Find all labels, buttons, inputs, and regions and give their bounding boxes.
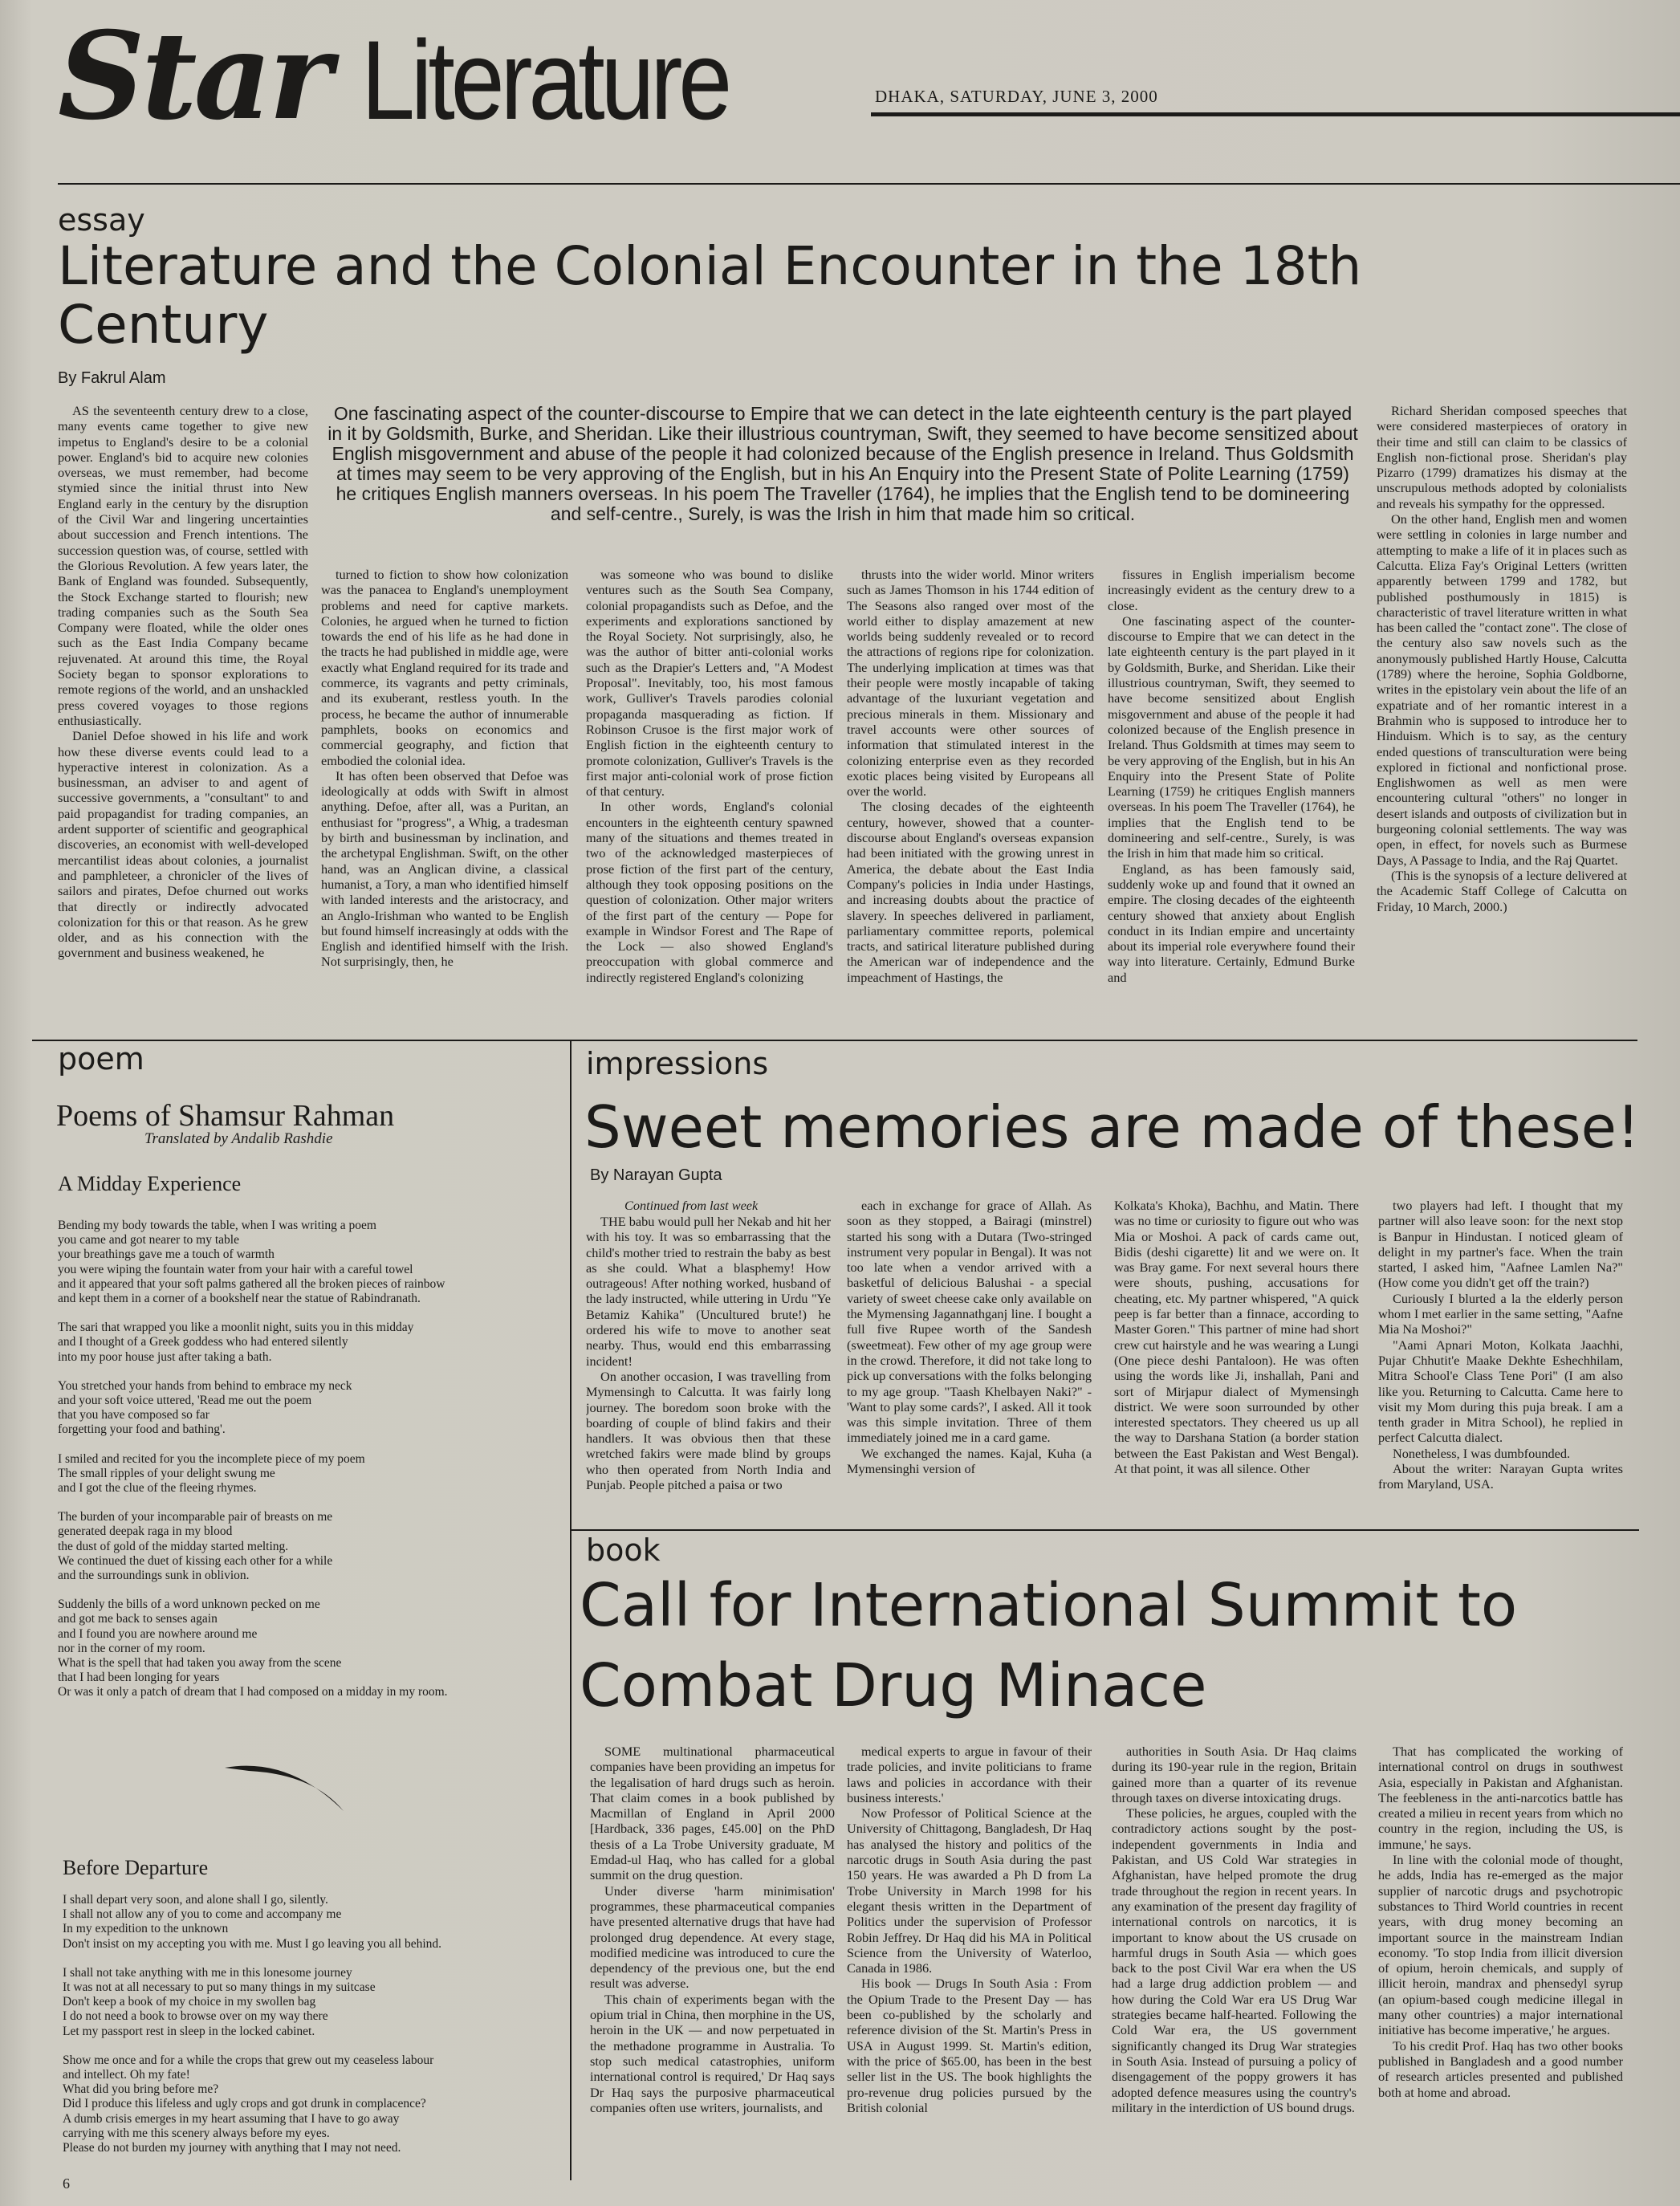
masthead-rule xyxy=(871,112,1680,116)
essay-byline: By Fakrul Alam xyxy=(58,369,166,387)
stanza: You stretched your hands from behind to embrace my neck and your soft voice uttered, 'Read me out the poem that you have composed so far forgetting your food and bathing'. xyxy=(58,1378,352,1437)
essay-column-3 xyxy=(586,567,833,1028)
paragraph: His book — Drugs In South Asia : From the Opium Trade to the Present Day — has been co-published by the scholarly and reference division of the St. Martin's Press in USA in August 1999. St. Martin's edition, with the price of $65.00, has been in the best seller list in the US. The book highlights the pro-revenue drug policies pursued by the British colonial xyxy=(847,1976,1092,2115)
essay-pullquote: One fascinating aspect of the counter-discourse to Empire that we can detect in the late eighteenth century is the part played in it by Goldsmith, Burke, and Sheridan. Like their illustrious countryman, Swift, they seemed to have become sensitized about English misgovernment and abuse of the people it had colonized because of the English presence in Ireland. Thus Goldsmith at times may seem to be very approving of the English, but in his An Enquiry into the Present State of Polite Learning (1759) he critiques English manners overseas. In his poem The Traveller (1764), he implies that the English tend to be domineering and self-centre., Surely, is was the Irish in him that made him so critical. xyxy=(327,403,1358,524)
impressions-divider xyxy=(572,1529,1639,1531)
paragraph: two players had left. I thought that my partner will also leave soon: for the next stop is Banpur in Hindustan. I noticed gleam of delight in my partner's face. When the train started, I asked him, "Aafnee Lamlen Na?" (How come you didn't get off the train?) xyxy=(1378,1198,1623,1291)
book-column-2 xyxy=(847,1744,1092,2177)
paragraph: It has often been observed that Defoe was ideologically at odds with Swift in almost anything. Defoe, after all, was a Puritan, an enthusiast for "progress", a Whig, a tradesman by birth and businessman by inclination, and the archetypal Englishman. Swift, on the other hand, was an Anglican divine, a classical humanist, a Tory, a man who identified himself with landed interests and the aristocracy, and an Anglo-Irishman who wanted to be English but found himself increasingly at odds with the English and identified himself with the Irish. Not surprisingly, then, he xyxy=(321,767,568,970)
book-column-1 xyxy=(590,1744,835,2177)
stanza: I shall depart very soon, and alone shall I go, silently. I shall not allow any of you to come and accompany me In my expedition to the unknown Don't insist on my accepting you with me. Must I go leaving you all behind. xyxy=(63,1893,442,1951)
paragraph: To his credit Prof. Haq has two other books published in Bangladesh and a good number of research articles presented and published both at home and abroad. xyxy=(1378,2037,1623,2100)
paragraph: Richard Sheridan composed speeches that were considered masterpieces of oratory in their time and still can claim to be classics of English non-fictional prose. Sheridan's play Pizarro (1799) dramatizes his dismay at the unscrupulous methods adopted by colonialists and reveals his sympathy for the oppressed. xyxy=(1377,403,1627,511)
essay-column-2 xyxy=(321,567,568,1028)
paragraph: Under diverse 'harm minimisation' programmes, these pharmaceutical companies have presented alternative drugs that have had prolonged drug dependence. At every stage, modified medicine was introduced to cure the dependency of the previous one, but the end result was adverse. xyxy=(590,1882,835,1992)
paragraph: In line with the colonial mode of thought, he adds, India has re-emerged as the major supplier of narcotic drugs and psychotropic substances to Third World countries in recent years, with drug money becoming an important source in the mainstream Indian economy. 'To stop India from illicit diversion of opium, heroin chemicals, and supply of illicit heroin, mandrax and phensedyl syrup (an opium-based cough medicine illegal in many other countries) a major international initiative has become imperative,' he argues. xyxy=(1378,1852,1623,2038)
paragraph: each in exchange for grace of Allah. As soon as they stopped, a Bairagi (minstrel) started his song with a Dutara (Two-stringed instrument very popular in Bengal). It was not too late when a vendor arrived with a basketful of delicious Balushai - a special variety of sweet cheese cake only available on the Mymensing Jagannathganj line. I bought a full five Rupee worth of the Sandesh (sweetmeat). Few other of my age group were in the crowd. Therefore, it did not take long to pick up conversations with the folks belonging to my age group. "Taash Khelbayen Naki?" - 'Want to play some cards?', I asked. All it took was this simple invitation. Three of them immediately joined me in a card game. xyxy=(847,1198,1092,1446)
impressions-column-3: Kolkata's Khoka), Bachhu, and Matin. There was no time or curiosity to figure out who was Mia or Moshoi. A pack of cards came out, Bidis (deshi cigarette) lit and we were on. It was Bray game. For next several hours there were shouts, pushing, accusations for cheating, etc. My partner whispered, "A quick peep is far better than a finnace, according to Master Goren." This partner of mine had short crew cut hairstyle and he was wearing a Lungi (One piece deshi Pantaloon). He was often using the words like Ji, inshallah, Pani and sort of Mirjapur dialect of Mymensingh district. We were soon surrounded by other interested spectators. They cheered us up all the way to Darshana Station (a border station between the East Pakistan and West Bengal). At that point, it was all silence. Other xyxy=(1114,1198,1359,1477)
paragraph: turned to fiction to show how colonization was the panacea to England's unemployment problems and need for captive markets. Colonies, he argued when he turned to fiction towards the end of his life as he had done in the tracts he had published in middle age, were exactly what England required for its trade and commerce, its vagrants and petty criminals, and its exuberant, restless youth. In the process, he became the author of innumerable pamphlets, books on economics and commercial geography, and fiction that embodied the colonial idea. xyxy=(321,567,568,768)
book-headline-line1: Call for International Summit to xyxy=(580,1571,1518,1640)
book-column-4 xyxy=(1378,1744,1623,2177)
essay-headline: Literature and the Colonial Encounter in the 18th Century xyxy=(58,235,1362,356)
paragraph: About the writer: Narayan Gupta writes from Maryland, USA. xyxy=(1378,1461,1623,1492)
bird-ornament xyxy=(225,1748,345,1813)
impressions-column-1 xyxy=(586,1214,831,1519)
paragraph: That has complicated the working of international control on drugs in southwest Asia, especially in Pakistan and Afghanistan. The feebleness in the anti-narcotics battle has created a milieu in recent years from which no country in the region, including the US, is immune,' he says. xyxy=(1378,1744,1623,1852)
impressions-column-4 xyxy=(1378,1198,1623,1519)
essay-section-label: essay xyxy=(58,202,145,238)
before-departure-title: Before Departure xyxy=(63,1856,209,1879)
paragraph: (This is the synopsis of a lecture delivered at the Academic Staff College of Calcutta on Friday, 10 March, 2000.) xyxy=(1377,867,1627,914)
paragraph: On another occasion, I was travelling from Mymensingh to Calcutta. It was fairly long journey. The boredom soon broke with the boarding of couple of blind fakirs and their handlers. It was obvious then that these wretched fakirs were made blind by groups who then operated from North India and Punjab. People pitched a paisa or two xyxy=(586,1368,831,1493)
header-divider xyxy=(58,183,1680,185)
paragraph: We exchanged the names. Kajal, Kuha (a Mymensinghi version of xyxy=(847,1445,1092,1477)
impressions-column-2 xyxy=(847,1198,1092,1519)
continued-note: Continued from last week xyxy=(624,1198,759,1213)
paragraph: was someone who was bound to dislike ventures such as the South Sea Company, colonial propagandists such as Defoe, and the experiments and explorations sanctioned by the Royal Society. Not surprisingly, also, he was the author of bitter anti-colonial works such as the Drapier's Letters and, "A Modest Proposal". Inevitably, too, his most famous work, Gulliver's Travels parodies colonial propaganda masquerading as fiction. If Robinson Crusoe is the first major work of English fiction in the eighteenth century to promote colonization, Gulliver's Travels is the first major anti-colonial work of prose fiction of that century. xyxy=(586,567,833,800)
book-section-label: book xyxy=(586,1532,661,1568)
stanza: I smiled and recited for you the incomplete piece of my poem The small ripples of your delight swung me and I got the clue of the fleeing rhymes. xyxy=(58,1451,365,1496)
paragraph: The closing decades of the eighteenth century, however, showed that a counter-discourse about England's overseas expansion had been initiated with the growing unrest in America, the debate about the East India Company's policies in India under Hastings, and increasing doubts about the practice of slavery. In speeches delivered in parliament, parliamentary committee reports, polemical tracts, and satirical literature published during the American war of independence and the impeachment of Hastings, the xyxy=(847,799,1094,985)
stanza: Bending my body towards the table, when I was writing a poem you came and got nearer to my table your breathings gave me a touch of warmth you were wiping the fountain water from your hair with a careful towel and it appeared that your soft palms gathered all the broken pieces of rainbow and kept them in a corner of a bookshelf near the statue of Rabindranath. xyxy=(58,1219,445,1306)
impressions-section-label: impressions xyxy=(586,1046,769,1081)
paragraph: Now Professor of Political Science at the University of Chittagong, Bangladesh, Dr Haq has analysed the history and politics of the narcotic drugs in South Asia during the past 150 years. He was awarded a Ph D from La Trobe University in March 1998 for his elegant thesis written in the Department of Politics under the supervision of Professor Robin Jeffrey. Dr Haq did his MA in Political Science from the University of Waterloo, Canada in 1986. xyxy=(847,1805,1092,1976)
poem-translator: Translated by Andalib Rashdie xyxy=(144,1130,333,1147)
paragraph: thrusts into the wider world. Minor writers such as James Thomson in his 1744 edition of The Seasons also ranged over most of the world either to display amazement at new worlds being suddenly revealed or to record the attractions of regions ripe for colonization. The underlying implication at times was that their people were mostly incapable of taking advantage of the luxuriant vegetation and precious minerals in them. Missionary and travel accounts were other sources of information that stimulated interest in the colonizing enterprise even as they recorded exotic places being visited by Europeans all over the world. xyxy=(847,567,1094,800)
paragraph: These policies, he argues, coupled with the contradictory actions sought by the post-independent governments in India and Pakistan, and US Cold War strategies in Afghanistan, have helped promote the drug trade throughout the region in recent years. In any examination of the present day fragility of international controls on narcotics, it is important to know about the US crusade on harmful drugs in South Asia — which goes back to the post Civil War era when the US had a large drug addiction problem — and how during the Cold War era US Drug War strategies became half-hearted. Following the Cold War era, the US government significantly changed its Drug War strategies in South Asia. Instead of pursuing a policy of disengagement of the poppy growers it has adopted defence measures using the country's military in the interdiction of US bound drugs. xyxy=(1112,1805,1357,2115)
book-column-3 xyxy=(1112,1744,1357,2177)
paragraph: fissures in English imperialism become increasingly evident as the century drew to a close. xyxy=(1108,567,1355,613)
poem-column-rule xyxy=(570,1040,572,2180)
paragraph: Curiously I blurted a la the elderly person whom I met earlier in the same setting, "Aafne Mia Na Moshoi?" xyxy=(1378,1290,1623,1337)
essay-column-4 xyxy=(847,567,1094,1028)
page-number: 6 xyxy=(63,2175,70,2192)
paragraph: "Aami Apnari Moton, Kolkata Jaachhi, Pujar Chhutit'e Maake Dekhte Eshechhilam, Mitra School'e Class Tene Pori" (I am also like you. Returning to Calcutta. Came here to visit my Mom during this puja break. I am a tenth grader in Mitra School), he replied in perfect Calcutta dialect. xyxy=(1378,1337,1623,1446)
midday-experience-poem xyxy=(58,1219,563,1715)
midday-experience-title: A Midday Experience xyxy=(58,1172,242,1195)
paragraph: Daniel Defoe showed in his life and work how these diverse events could lead to a hyperactive interest in colonization. As a businessman, an adviser to and agent of successive governments, a "consultant" to and paid propagandist for trading companies, an ardent supporter of scientific and geographical discoveries, an economist with well-developed mercantilist ideas about colonies, a journalist and pamphleteer, a chronicler of the lives of sailors and pirates, Defoe churned out works that directly or indirectly advocated colonization for this or that reason. As he grew older, and as his connection with the government and business weakened, he xyxy=(58,728,308,961)
paragraph: England, as has been famously said, suddenly woke up and found that it owned an empire. The closing decades of the eighteenth century showed that anxiety about English conduct in its Indian empire and uncertainty about its imperial role everywhere found their way into literature. Certainly, Edmund Burke and xyxy=(1108,861,1355,985)
paragraph: On the other hand, English men and women were settling in colonies in large number and attempting to make a life of it in places such as Calcutta. Eliza Fay's Original Letters (written apparently between 1799 and 1782, but published posthumously in 1815) is characteristic of travel literature written in what has been called the "contact zone". The close of the century also saw novels such as the anonymously published Hartly House, Calcutta (1789) where the heroine, Sophia Goldborne, writes in the epistolary vein about the life of an expatriate and of her romantic interest in a Brahmin who is supposed to introduce her to Hinduism. Which is to say, as the century ended questions of transculturation were being explored in fictional and nonfictional prose. Englishwomen as well as men were encountering cultural "others" no longer in desert islands and outposts of civilization but in burgeoning colonial settlements. The way was open, in effect, for novels such as Burmese Days, A Passage to India, and the Raj Quartet. xyxy=(1377,511,1627,868)
paragraph: This chain of experiments began with the opium trial in China, then morphine in the US, heroin in the UK — and now perpetuated in the methadone programme in Australia. To stop such medical catastrophies, uniform international control is required,' Dr Haq says Dr Haq says the purposive pharmaceutical companies often use writers, journalists, and xyxy=(590,1991,835,2115)
stanza: The sari that wrapped you like a moonlit night, suits you in this midday and I thought of a Greek goddess who had entered silently into my poor house just after taking a bath. xyxy=(58,1321,414,1364)
paragraph: AS the seventeenth century drew to a close, many events came together to give new impetus to England's desire to be a colonial power. England's bid to acquire new colonies overseas, we must remember, had become stymied since the initial thrust into New England early in the century by the disruption of the Civil War and lingering uncertainties about succession and French intentions. The succession question was, of course, settled with the Glorious Revolution. A few years later, the Bank of England was founded. Subsequently, the Stock Exchange started to flourish; new trading companies such as the South Sea Company were floated, while the older ones such as the East India Company became rejuvenated. At around this time, the Royal Society began to sponsor explorations to remote regions of the world, and an unshackled press covered voyages to those regions enthusiastically. xyxy=(58,403,308,728)
paragraph: medical experts to argue in favour of their trade policies, and invite politicians to frame laws and policies in accordance with their business interests.' xyxy=(847,1744,1092,1805)
essay-column-1 xyxy=(58,403,308,1028)
paragraph: In other words, England's colonial encounters in the eighteenth century spawned many of the situations and themes treated in two of the acknowledged masterpieces of prose fiction of the first part of the century, although they took opposing positions on the question of colonization. Other major writers of the first part of the century — Pope for example in Windsor Forest and The Rape of the Lock — also showed England's preoccupation with global commerce and indirectly registered England's colonizing xyxy=(586,799,833,985)
essay-column-5 xyxy=(1108,567,1355,1028)
dateline: DHAKA, SATURDAY, JUNE 3, 2000 xyxy=(875,87,1158,106)
impressions-headline: Sweet memories are made of these! xyxy=(584,1093,1640,1161)
paragraph: One fascinating aspect of the counter-discourse to Empire that we can detect in the late eighteenth century is the part played in it by Goldsmith, Burke, and Sheridan. Like their illustrious countryman, Swift, they seemed to have become sensitized about English misgovernment and abuse of the people it had colonized because of the English presence in Ireland. Thus Goldsmith at times may seem to be very approving of the English, but in his An Enquiry into the Present State of Polite Learning (1759) he critiques English manners overseas. In his poem The Traveller (1764), he implies that the English tend to be domineering and self-centre., Surely, is was the Irish in him that made him so critical. xyxy=(1108,613,1355,861)
masthead-literature: Literature xyxy=(361,17,729,143)
paragraph: Nonetheless, I was dumbfounded. xyxy=(1393,1445,1571,1461)
paragraph: authorities in South Asia. Dr Haq claims during its 190-year rule in the region, Britain gained more than a quarter of its revenue through taxes on diverse intoxicating drugs. xyxy=(1112,1744,1357,1805)
before-departure-poem xyxy=(63,1893,560,2170)
book-headline-line2: Combat Drug Minace xyxy=(580,1651,1207,1720)
masthead-star: Star xyxy=(58,6,329,147)
paragraph: SOME multinational pharmaceutical companies have been providing an impetus for the legalisation of hard drugs such as heroin. That claim comes in a book published by Macmillan of England in April 2000 [Hardback, 336 pages, £45.00] on the PhD thesis of a La Trobe University graduate, M Emdad-ul Haq, who has called for a global summit on the drug question. xyxy=(590,1744,835,1883)
paragraph: THE babu would pull her Nekab and hit her with his toy. It was so embarrassing that the child's mother tried to restrain the baby as best as she could. What a blasphemy! How outrageous! After nothing worked, husband of the lady instructed, while uttering in Urdu "Ye Betamiz Kahika" (Uncultured brute!) he ordered his wife to move to another seat nearby. Thus, would end this embarrassing incident! xyxy=(586,1214,831,1369)
impressions-byline: By Narayan Gupta xyxy=(590,1166,722,1184)
stanza: Show me once and for a while the crops that grew out my ceaseless labour and intellect. Oh my fate! What did you bring before me? Did I produce this lifeless and ugly crops and got drunk in complacence? A dumb crisis emerges in my heart assuming that I have to go away carrying with me this scenery always before my eyes. Please do not burden my journey with anything that I may not need. xyxy=(63,2053,434,2155)
stanza: The burden of your incomparable pair of breasts on me generated deepak raga in my blood the dust of gold of the midday started melting. We continued the duet of kissing each other for a while and the surroundings sunk in oblivion. xyxy=(58,1510,333,1583)
stanza: I shall not take anything with me in this lonesome journey It was not at all necessary to put so many things in my suitcase Don't keep a book of my choice in my swollen bag I do not need a book to browse over on my way there Let my passport rest in sleep in the locked cabinet. xyxy=(63,1965,376,2038)
essay-column-6 xyxy=(1377,403,1627,1028)
essay-divider xyxy=(32,1040,1637,1041)
poem-section-label: poem xyxy=(58,1041,144,1077)
stanza: Suddenly the bills of a word unknown pecked on me and got me back to senses again and I found you are nowhere around me nor in the corner of my room. What is the spell that had taken you away from the scene that I had been longing for years Or was it only a patch of dream that I had composed on a midday in my room. xyxy=(58,1598,448,1699)
poem-heading: Poems of Shamsur Rahman xyxy=(56,1099,395,1133)
